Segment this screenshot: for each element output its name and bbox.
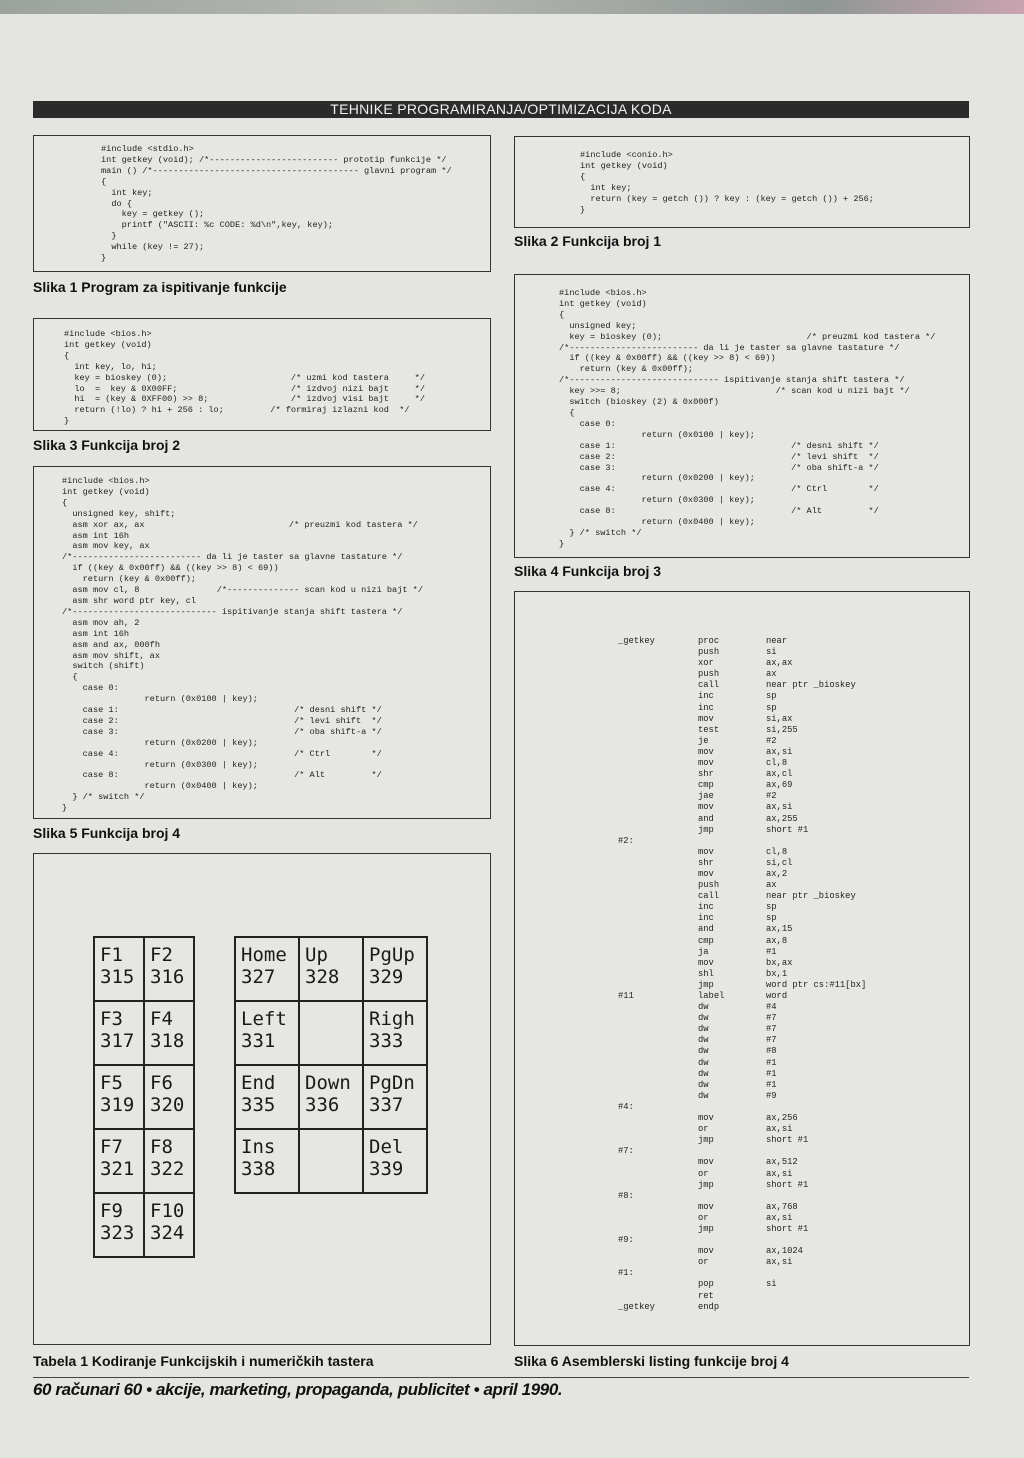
asm-mnemonic: dw bbox=[698, 1068, 709, 1079]
asm-row bbox=[618, 1213, 918, 1224]
asm-mnemonic: or bbox=[698, 1257, 709, 1268]
asm-operand: #1 bbox=[766, 1068, 777, 1079]
asm-operand: sp bbox=[766, 902, 777, 913]
asm-row bbox=[618, 736, 918, 747]
key-label: Left bbox=[241, 1008, 287, 1030]
asm-mnemonic: dw bbox=[698, 1035, 709, 1046]
asm-operand: sp bbox=[766, 913, 777, 924]
key-cell bbox=[235, 937, 299, 1001]
asm-label: #9: bbox=[618, 1235, 634, 1246]
key-label: Home bbox=[241, 944, 287, 966]
asm-operand: #1 bbox=[766, 946, 777, 957]
slika2-box bbox=[514, 136, 970, 228]
asm-operand: #1 bbox=[766, 1079, 777, 1090]
asm-mnemonic: xor bbox=[698, 658, 714, 669]
section-header: TEHNIKE PROGRAMIRANJA/OPTIMIZACIJA KODA bbox=[33, 101, 969, 118]
asm-row bbox=[618, 1135, 918, 1146]
asm-operand: short #1 bbox=[766, 1135, 809, 1146]
asm-mnemonic: jmp bbox=[698, 1179, 714, 1190]
asm-mnemonic: jae bbox=[698, 791, 714, 802]
key-label: PgDn bbox=[369, 1072, 415, 1094]
key-cell bbox=[299, 937, 363, 1001]
key-cell bbox=[144, 1129, 194, 1193]
slika1-caption: Slika 1 Program za ispitivanje funkcije bbox=[33, 279, 287, 295]
asm-mnemonic: mov bbox=[698, 957, 714, 968]
key-code: 328 bbox=[305, 966, 340, 988]
asm-row bbox=[618, 924, 918, 935]
asm-operand: si bbox=[766, 1279, 777, 1290]
asm-row bbox=[618, 1124, 918, 1135]
asm-mnemonic: dw bbox=[698, 1024, 709, 1035]
asm-operand: ax bbox=[766, 880, 777, 891]
asm-row bbox=[618, 947, 918, 958]
asm-row bbox=[618, 1002, 918, 1013]
asm-row bbox=[618, 780, 918, 791]
asm-mnemonic: push bbox=[698, 669, 720, 680]
asm-mnemonic: ja bbox=[698, 946, 709, 957]
key-code: 336 bbox=[305, 1094, 340, 1116]
asm-operand: near ptr _bioskey bbox=[766, 891, 856, 902]
asm-label: _getkey bbox=[618, 636, 655, 646]
key-cell bbox=[235, 1065, 299, 1129]
key-cell-empty bbox=[299, 1001, 363, 1065]
asm-mnemonic: jmp bbox=[698, 1223, 714, 1234]
asm-operand: #4 bbox=[766, 1002, 777, 1013]
asm-row bbox=[618, 1113, 918, 1124]
key-cell bbox=[144, 1065, 194, 1129]
asm-operand: #2 bbox=[766, 791, 777, 802]
slika5-box bbox=[33, 466, 491, 819]
asm-row bbox=[618, 1235, 918, 1246]
key-cell bbox=[144, 1193, 194, 1257]
asm-operand: sp bbox=[766, 702, 777, 713]
key-code: 315 bbox=[100, 966, 135, 988]
asm-operand: bx,ax bbox=[766, 957, 793, 968]
asm-mnemonic: shl bbox=[698, 968, 714, 979]
asm-listing bbox=[618, 636, 918, 1313]
asm-row bbox=[618, 936, 918, 947]
asm-mnemonic: dw bbox=[698, 1079, 709, 1090]
asm-row bbox=[618, 802, 918, 813]
key-cell bbox=[94, 1065, 144, 1129]
asm-operand: near bbox=[766, 636, 788, 646]
asm-operand: ax,ax bbox=[766, 658, 793, 669]
asm-operand: ax,512 bbox=[766, 1157, 798, 1168]
asm-row bbox=[618, 991, 918, 1002]
asm-mnemonic: dw bbox=[698, 1002, 709, 1013]
key-cell-empty bbox=[299, 1129, 363, 1193]
key-code: 323 bbox=[100, 1222, 135, 1244]
numeric-keys-table bbox=[234, 936, 428, 1194]
asm-row bbox=[618, 636, 918, 647]
asm-mnemonic: label bbox=[698, 991, 725, 1001]
asm-mnemonic: mov bbox=[698, 1246, 714, 1257]
asm-mnemonic: mov bbox=[698, 713, 714, 724]
asm-row bbox=[618, 1091, 918, 1102]
asm-mnemonic: cmp bbox=[698, 780, 714, 791]
asm-mnemonic: and bbox=[698, 924, 714, 935]
key-code: 339 bbox=[369, 1158, 404, 1180]
asm-mnemonic: mov bbox=[698, 1113, 714, 1124]
asm-row bbox=[618, 1268, 918, 1279]
asm-row bbox=[618, 1279, 918, 1290]
key-cell bbox=[235, 1129, 299, 1193]
key-cell bbox=[235, 1001, 299, 1065]
asm-row bbox=[618, 1191, 918, 1202]
asm-row bbox=[618, 703, 918, 714]
asm-operand: cl,8 bbox=[766, 846, 788, 857]
function-keys-table bbox=[93, 936, 195, 1258]
asm-row bbox=[618, 1035, 918, 1046]
top-edge-strip bbox=[0, 0, 1024, 14]
asm-row bbox=[618, 902, 918, 913]
asm-row bbox=[618, 1069, 918, 1080]
asm-operand: #7 bbox=[766, 1024, 777, 1035]
asm-row bbox=[618, 1169, 918, 1180]
asm-operand: word bbox=[766, 991, 788, 1001]
asm-row bbox=[618, 891, 918, 902]
slika5-code: #include <bios.h> int getkey (void) { unsigned key, shift; asm xor ax, ax /* preuzmi kod tastera */ asm int 16h asm mov key, ax /*------------------------- da li je taster sa glavne tastature */ if ((key & 0x00ff) && ((key >> 8) < 69)) return (key & 0x00ff); asm mov cl, 8 /*-------------- scan kod u nizi bajt */ asm shr word ptr key, cl /*---------------------------- ispitivanje stanja shift tastera */ asm mov ah, 2 asm int 16h asm and ax, 000fh asm mov shift, ax switch (shift) { case 0: return (0x0100 | key); case 1: /* desni shift */ case 2: /* levi shift */ case 3: /* oba shift-a */ return (0x0200 | key); case 4: /* Ctrl */ return (0x0300 | key); case 8: /* Alt */ return (0x0400 | key); } /* switch */ } bbox=[62, 476, 423, 814]
key-label: F2 bbox=[150, 944, 173, 966]
asm-mnemonic: dw bbox=[698, 1090, 709, 1101]
asm-row bbox=[618, 980, 918, 991]
key-label: F9 bbox=[100, 1200, 123, 1222]
asm-mnemonic: dw bbox=[698, 1057, 709, 1068]
asm-mnemonic: shr bbox=[698, 857, 714, 868]
key-cell bbox=[94, 1193, 144, 1257]
asm-mnemonic: call bbox=[698, 680, 720, 691]
asm-operand: short #1 bbox=[766, 1179, 809, 1190]
asm-mnemonic: mov bbox=[698, 758, 714, 769]
asm-row bbox=[618, 1024, 918, 1035]
asm-mnemonic: and bbox=[698, 813, 714, 824]
asm-operand: #9 bbox=[766, 1090, 777, 1101]
asm-operand: ax,1024 bbox=[766, 1246, 803, 1257]
key-code: 321 bbox=[100, 1158, 135, 1180]
key-cell bbox=[94, 1001, 144, 1065]
asm-mnemonic: mov bbox=[698, 802, 714, 813]
footer-rule bbox=[33, 1377, 969, 1378]
asm-mnemonic: mov bbox=[698, 1201, 714, 1212]
tabela1-caption: Tabela 1 Kodiranje Funkcijskih i numeričkih tastera bbox=[33, 1353, 374, 1369]
asm-operand: near ptr _bioskey bbox=[766, 680, 856, 691]
asm-row bbox=[618, 1080, 918, 1091]
asm-row bbox=[618, 1180, 918, 1191]
asm-row bbox=[618, 1013, 918, 1024]
asm-operand: ax,768 bbox=[766, 1201, 798, 1212]
asm-row bbox=[618, 680, 918, 691]
key-cell bbox=[144, 937, 194, 1001]
asm-row bbox=[618, 658, 918, 669]
asm-mnemonic: endp bbox=[698, 1301, 720, 1312]
asm-mnemonic: je bbox=[698, 735, 709, 746]
asm-operand: ax,2 bbox=[766, 868, 788, 879]
asm-operand: ax,69 bbox=[766, 780, 793, 791]
asm-operand: ax bbox=[766, 669, 777, 680]
asm-label: #7: bbox=[618, 1146, 634, 1157]
asm-label: #8: bbox=[618, 1190, 634, 1201]
asm-operand: short #1 bbox=[766, 824, 809, 835]
asm-row bbox=[618, 714, 918, 725]
asm-label: #11 bbox=[618, 991, 634, 1001]
asm-mnemonic: dw bbox=[698, 1013, 709, 1024]
asm-operand: #7 bbox=[766, 1035, 777, 1046]
slika3-box bbox=[33, 318, 491, 431]
asm-operand: ax,cl bbox=[766, 769, 793, 780]
asm-operand: si,cl bbox=[766, 857, 793, 868]
key-code: 333 bbox=[369, 1030, 404, 1052]
asm-row bbox=[618, 869, 918, 880]
asm-mnemonic: ret bbox=[698, 1290, 714, 1301]
asm-row bbox=[618, 647, 918, 658]
asm-mnemonic: jmp bbox=[698, 824, 714, 835]
asm-row bbox=[618, 1291, 918, 1302]
asm-operand: sp bbox=[766, 691, 777, 702]
asm-row bbox=[618, 691, 918, 702]
key-label: F7 bbox=[100, 1136, 123, 1158]
slika5-caption: Slika 5 Funkcija broj 4 bbox=[33, 825, 181, 841]
asm-operand: ax,si bbox=[766, 1212, 793, 1223]
asm-row bbox=[618, 814, 918, 825]
key-cell bbox=[144, 1001, 194, 1065]
asm-mnemonic: mov bbox=[698, 868, 714, 879]
asm-mnemonic: dw bbox=[698, 1046, 709, 1057]
asm-operand: ax,si bbox=[766, 802, 793, 813]
asm-mnemonic: inc bbox=[698, 691, 714, 702]
asm-mnemonic: proc bbox=[698, 636, 720, 646]
key-code: 329 bbox=[369, 966, 404, 988]
key-label: F4 bbox=[150, 1008, 173, 1030]
asm-mnemonic: jmp bbox=[698, 979, 714, 990]
asm-operand: bx,1 bbox=[766, 968, 788, 979]
key-code: 320 bbox=[150, 1094, 185, 1116]
key-label: F5 bbox=[100, 1072, 123, 1094]
asm-row bbox=[618, 747, 918, 758]
asm-mnemonic: inc bbox=[698, 702, 714, 713]
asm-mnemonic: mov bbox=[698, 746, 714, 757]
key-code: 335 bbox=[241, 1094, 276, 1116]
asm-operand: ax,si bbox=[766, 1168, 793, 1179]
asm-row bbox=[618, 958, 918, 969]
asm-row bbox=[618, 1246, 918, 1257]
asm-row bbox=[618, 1058, 918, 1069]
key-cell bbox=[94, 1129, 144, 1193]
slika3-caption: Slika 3 Funkcija broj 2 bbox=[33, 437, 181, 453]
asm-operand: ax,8 bbox=[766, 935, 788, 946]
asm-operand: ax,si bbox=[766, 746, 793, 757]
key-code: 316 bbox=[150, 966, 185, 988]
asm-mnemonic: pop bbox=[698, 1279, 714, 1290]
asm-row bbox=[618, 969, 918, 980]
key-label: PgUp bbox=[369, 944, 415, 966]
slika6-caption: Slika 6 Asemblerski listing funkcije broj 4 bbox=[514, 1353, 789, 1369]
slika4-code: #include <bios.h> int getkey (void) { unsigned key; key = bioskey (0); /* preuzmi kod tastera */ /*------------------------- da li je taster sa glavne tastature */ if ((key & 0x00ff) && ((key >> 8) < 69)) return (key & 0x00ff); /*----------------------------- ispitivanje stanja shift tastera */ key >>= 8; /* scan kod u nizi bajt */ switch (bioskey (2) & 0x000f) { case 0: return (0x0100 | key); case 1: /* desni shift */ case 2: /* levi shift */ case 3: /* oba shift-a */ return (0x0200 | key); case 4: /* Ctrl */ return (0x0300 | key); case 8: /* Alt */ return (0x0400 | key); } /* switch */ } bbox=[559, 288, 936, 549]
key-code: 324 bbox=[150, 1222, 185, 1244]
asm-label: _getkey bbox=[618, 1301, 655, 1312]
key-label: Up bbox=[305, 944, 328, 966]
asm-row bbox=[618, 1102, 918, 1113]
asm-row bbox=[618, 1157, 918, 1168]
slika2-code: #include <conio.h> int getkey (void) { int key; return (key = getch ()) ? key : (key = getch ()) + 256; } bbox=[580, 150, 874, 215]
asm-mnemonic: or bbox=[698, 1124, 709, 1135]
asm-row bbox=[618, 880, 918, 891]
asm-operand: si bbox=[766, 647, 777, 658]
asm-mnemonic: inc bbox=[698, 902, 714, 913]
asm-row bbox=[618, 1146, 918, 1157]
key-code: 327 bbox=[241, 966, 276, 988]
key-code: 338 bbox=[241, 1158, 276, 1180]
key-label: F3 bbox=[100, 1008, 123, 1030]
key-cell bbox=[363, 1001, 427, 1065]
asm-operand: cl,8 bbox=[766, 758, 788, 769]
asm-operand: ax,si bbox=[766, 1257, 793, 1268]
asm-mnemonic: mov bbox=[698, 1157, 714, 1168]
key-label: Down bbox=[305, 1072, 351, 1094]
key-code: 319 bbox=[100, 1094, 135, 1116]
slika1-box bbox=[33, 135, 491, 272]
key-label: End bbox=[241, 1072, 276, 1094]
asm-operand: word ptr cs:#11[bx] bbox=[766, 979, 867, 990]
asm-operand: ax,si bbox=[766, 1124, 793, 1135]
asm-row bbox=[618, 836, 918, 847]
key-code: 337 bbox=[369, 1094, 404, 1116]
asm-row bbox=[618, 669, 918, 680]
asm-mnemonic: inc bbox=[698, 913, 714, 924]
key-label: F10 bbox=[150, 1200, 185, 1222]
asm-row bbox=[618, 858, 918, 869]
asm-operand: ax,15 bbox=[766, 924, 793, 935]
asm-operand: #7 bbox=[766, 1013, 777, 1024]
key-label: Del bbox=[369, 1136, 404, 1158]
page-footer: 60 računari 60 • akcije, marketing, propaganda, publicitet • april 1990. bbox=[33, 1380, 563, 1399]
asm-operand: ax,256 bbox=[766, 1113, 798, 1124]
asm-row bbox=[618, 769, 918, 780]
asm-row bbox=[618, 791, 918, 802]
slika4-box bbox=[514, 274, 970, 558]
asm-mnemonic: push bbox=[698, 647, 720, 658]
asm-label: #2: bbox=[618, 835, 634, 846]
asm-operand: ax,255 bbox=[766, 813, 798, 824]
asm-operand: si,255 bbox=[766, 724, 798, 735]
asm-mnemonic: push bbox=[698, 880, 720, 891]
key-label: F1 bbox=[100, 944, 123, 966]
asm-row bbox=[618, 847, 918, 858]
slika4-caption: Slika 4 Funkcija broj 3 bbox=[514, 563, 662, 579]
key-code: 317 bbox=[100, 1030, 135, 1052]
asm-mnemonic: cmp bbox=[698, 935, 714, 946]
key-label: F6 bbox=[150, 1072, 173, 1094]
key-cell bbox=[363, 1065, 427, 1129]
asm-row bbox=[618, 1302, 918, 1313]
asm-operand: #2 bbox=[766, 735, 777, 746]
asm-operand: #8 bbox=[766, 1046, 777, 1057]
key-cell bbox=[299, 1065, 363, 1129]
asm-row bbox=[618, 758, 918, 769]
asm-label: #4: bbox=[618, 1101, 634, 1112]
asm-row bbox=[618, 1202, 918, 1213]
asm-label: #1: bbox=[618, 1268, 634, 1279]
slika2-caption: Slika 2 Funkcija broj 1 bbox=[514, 233, 662, 249]
asm-mnemonic: or bbox=[698, 1168, 709, 1179]
asm-row bbox=[618, 1046, 918, 1057]
key-label: Ins bbox=[241, 1136, 276, 1158]
asm-row bbox=[618, 913, 918, 924]
key-cell bbox=[94, 937, 144, 1001]
asm-operand: #1 bbox=[766, 1057, 777, 1068]
asm-mnemonic: call bbox=[698, 891, 720, 902]
asm-mnemonic: mov bbox=[698, 846, 714, 857]
asm-mnemonic: jmp bbox=[698, 1135, 714, 1146]
asm-mnemonic: shr bbox=[698, 769, 714, 780]
asm-row bbox=[618, 1257, 918, 1268]
asm-mnemonic: test bbox=[698, 724, 720, 735]
asm-mnemonic: or bbox=[698, 1212, 709, 1223]
key-cell bbox=[363, 937, 427, 1001]
key-label: Righ bbox=[369, 1008, 415, 1030]
asm-row bbox=[618, 825, 918, 836]
asm-row bbox=[618, 1224, 918, 1235]
key-code: 331 bbox=[241, 1030, 276, 1052]
asm-row bbox=[618, 725, 918, 736]
key-code: 318 bbox=[150, 1030, 185, 1052]
slika3-code: #include <bios.h> int getkey (void) { int key, lo, hi; key = bioskey (0); /* uzmi kod tastera */ lo = key & 0X00FF; /* izdvoj nizi bajt */ hi = (key & 0XFF00) >> 8; /* izdvoj visi bajt */ return (!lo) ? hi + 256 : lo; /* formiraj izlazni kod */ } bbox=[64, 329, 425, 427]
key-label: F8 bbox=[150, 1136, 173, 1158]
slika1-code: #include <stdio.h> int getkey (void); /*------------------------- prototip funkcije */ main () /*---------------------------------------- glavni program */ { int key; do { key = getkey (); printf ("ASCII: %c CODE: %d\n",key, key); } while (key != 27); } bbox=[101, 144, 452, 264]
key-code: 322 bbox=[150, 1158, 185, 1180]
asm-operand: short #1 bbox=[766, 1223, 809, 1234]
asm-operand: si,ax bbox=[766, 713, 793, 724]
key-cell bbox=[363, 1129, 427, 1193]
